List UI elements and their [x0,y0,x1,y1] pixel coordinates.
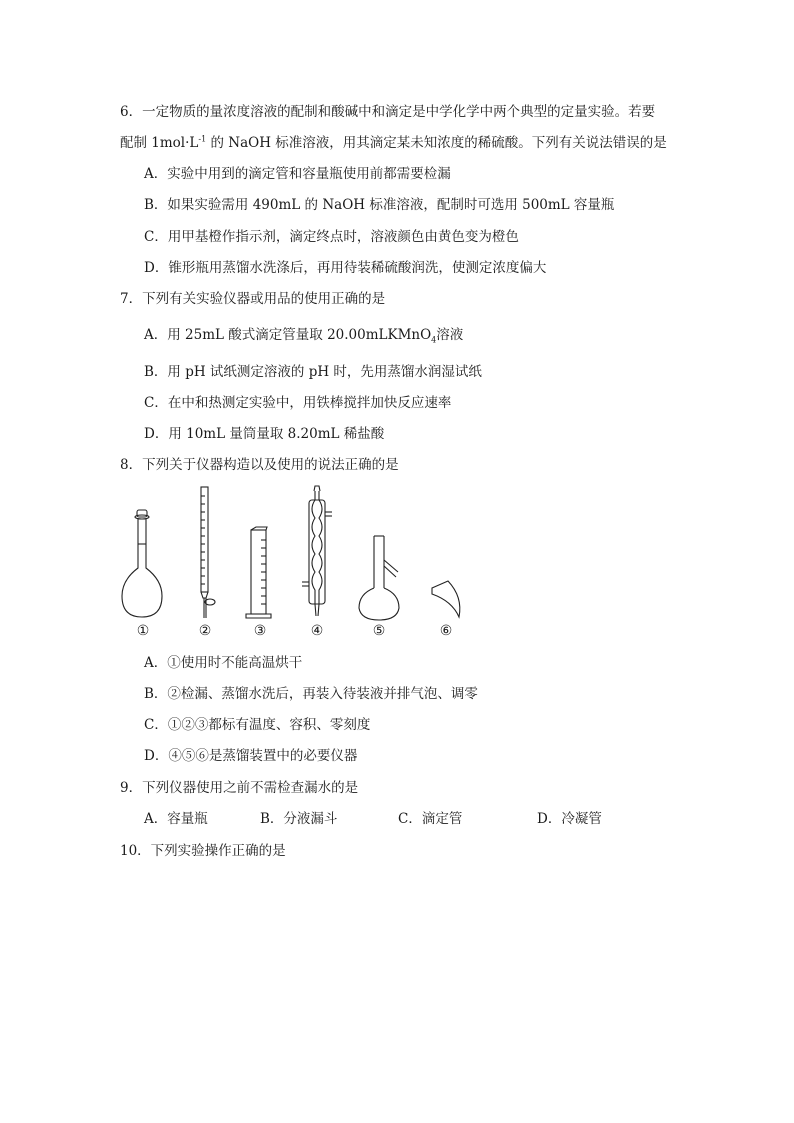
adapter-icon [432,581,460,617]
q8-option-a: A．①使用时不能高温烘干 [144,655,303,671]
label-circled-6: ⑥ [439,623,453,639]
q9-option-a: A．容量瓶 [144,811,208,827]
q7-stem: 7．下列有关实验仪器或用品的使用正确的是 [120,291,386,307]
q7-option-d: D．用 10mL 量筒量取 8.20mL 稀盐酸 [144,426,385,442]
q6-stem-line1: 6．一定物质的量浓度溶液的配制和酸碱中和滴定是中学化学中两个典型的定量实验。若要 [120,104,656,120]
q7-option-c: C．在中和热测定实验中，用铁棒搅拌加快反应速率 [144,395,452,411]
q6-option-d: D．锥形瓶用蒸馏水洗涤后，再用待装稀硫酸润洗，使测定浓度偏大 [144,260,547,276]
q9-option-d: D．冷凝管 [537,811,602,827]
graduated-cylinder-icon [246,527,271,618]
q7-option-a-post: 溶液 [436,327,464,343]
q7-option-a [144,326,463,344]
label-circled-2: ② [198,623,212,639]
q8-option-d: D．④⑤⑥是蒸馏装置中的必要仪器 [144,748,358,764]
q7-option-b: B．用 pH 试纸测定溶液的 pH 时，先用蒸馏水润湿试纸 [144,364,482,380]
apparatus-figure [112,484,482,622]
q7-option-a-sub: 4 [431,335,437,345]
label-circled-3: ③ [253,623,267,639]
burette-icon [201,487,215,618]
q9-stem: 9．下列仪器使用之前不需检查漏水的是 [120,780,359,796]
q8-stem: 8．下列关于仪器构造以及使用的说法正确的是 [120,457,399,473]
distillation-flask-icon [359,536,399,620]
q8-option-c: C．①②③都标有温度、容积、零刻度 [144,717,371,733]
q7-option-a-pre: A．用 25mL 酸式滴定管量取 20.00mLKMnO [144,327,432,343]
label-circled-1: ① [136,623,150,639]
q6-stem-post: 的 NaOH 标准溶液，用其滴定某未知浓度的稀硫酸。下列有关说法错误的是 [206,135,667,151]
condenser-icon [302,486,332,616]
q6-option-c: C．用甲基橙作指示剂，滴定终点时，溶液颜色由黄色变为橙色 [144,229,519,245]
q9-option-b: B．分液漏斗 [260,811,338,827]
q6-option-b: B．如果实验需用 490mL 的 NaOH 标准溶液，配制时可选用 500mL 容量瓶 [144,197,615,213]
label-circled-4: ④ [310,623,324,639]
q10-stem: 10．下列实验操作正确的是 [120,843,286,859]
q9-option-c: C．滴定管 [398,811,463,827]
q8-option-b: B．②检漏、蒸馏水洗后，再装入待装液并排气泡、调零 [144,686,478,702]
q6-stem-sup: -1 [198,134,207,144]
q6-stem-line2 [120,134,667,152]
q6-stem-pre: 配制 1mol·L [120,135,199,151]
volumetric-flask-icon [122,510,162,617]
label-circled-5: ⑤ [372,623,386,639]
q6-option-a: A．实验中用到的滴定管和容量瓶使用前都需要检漏 [144,166,451,182]
